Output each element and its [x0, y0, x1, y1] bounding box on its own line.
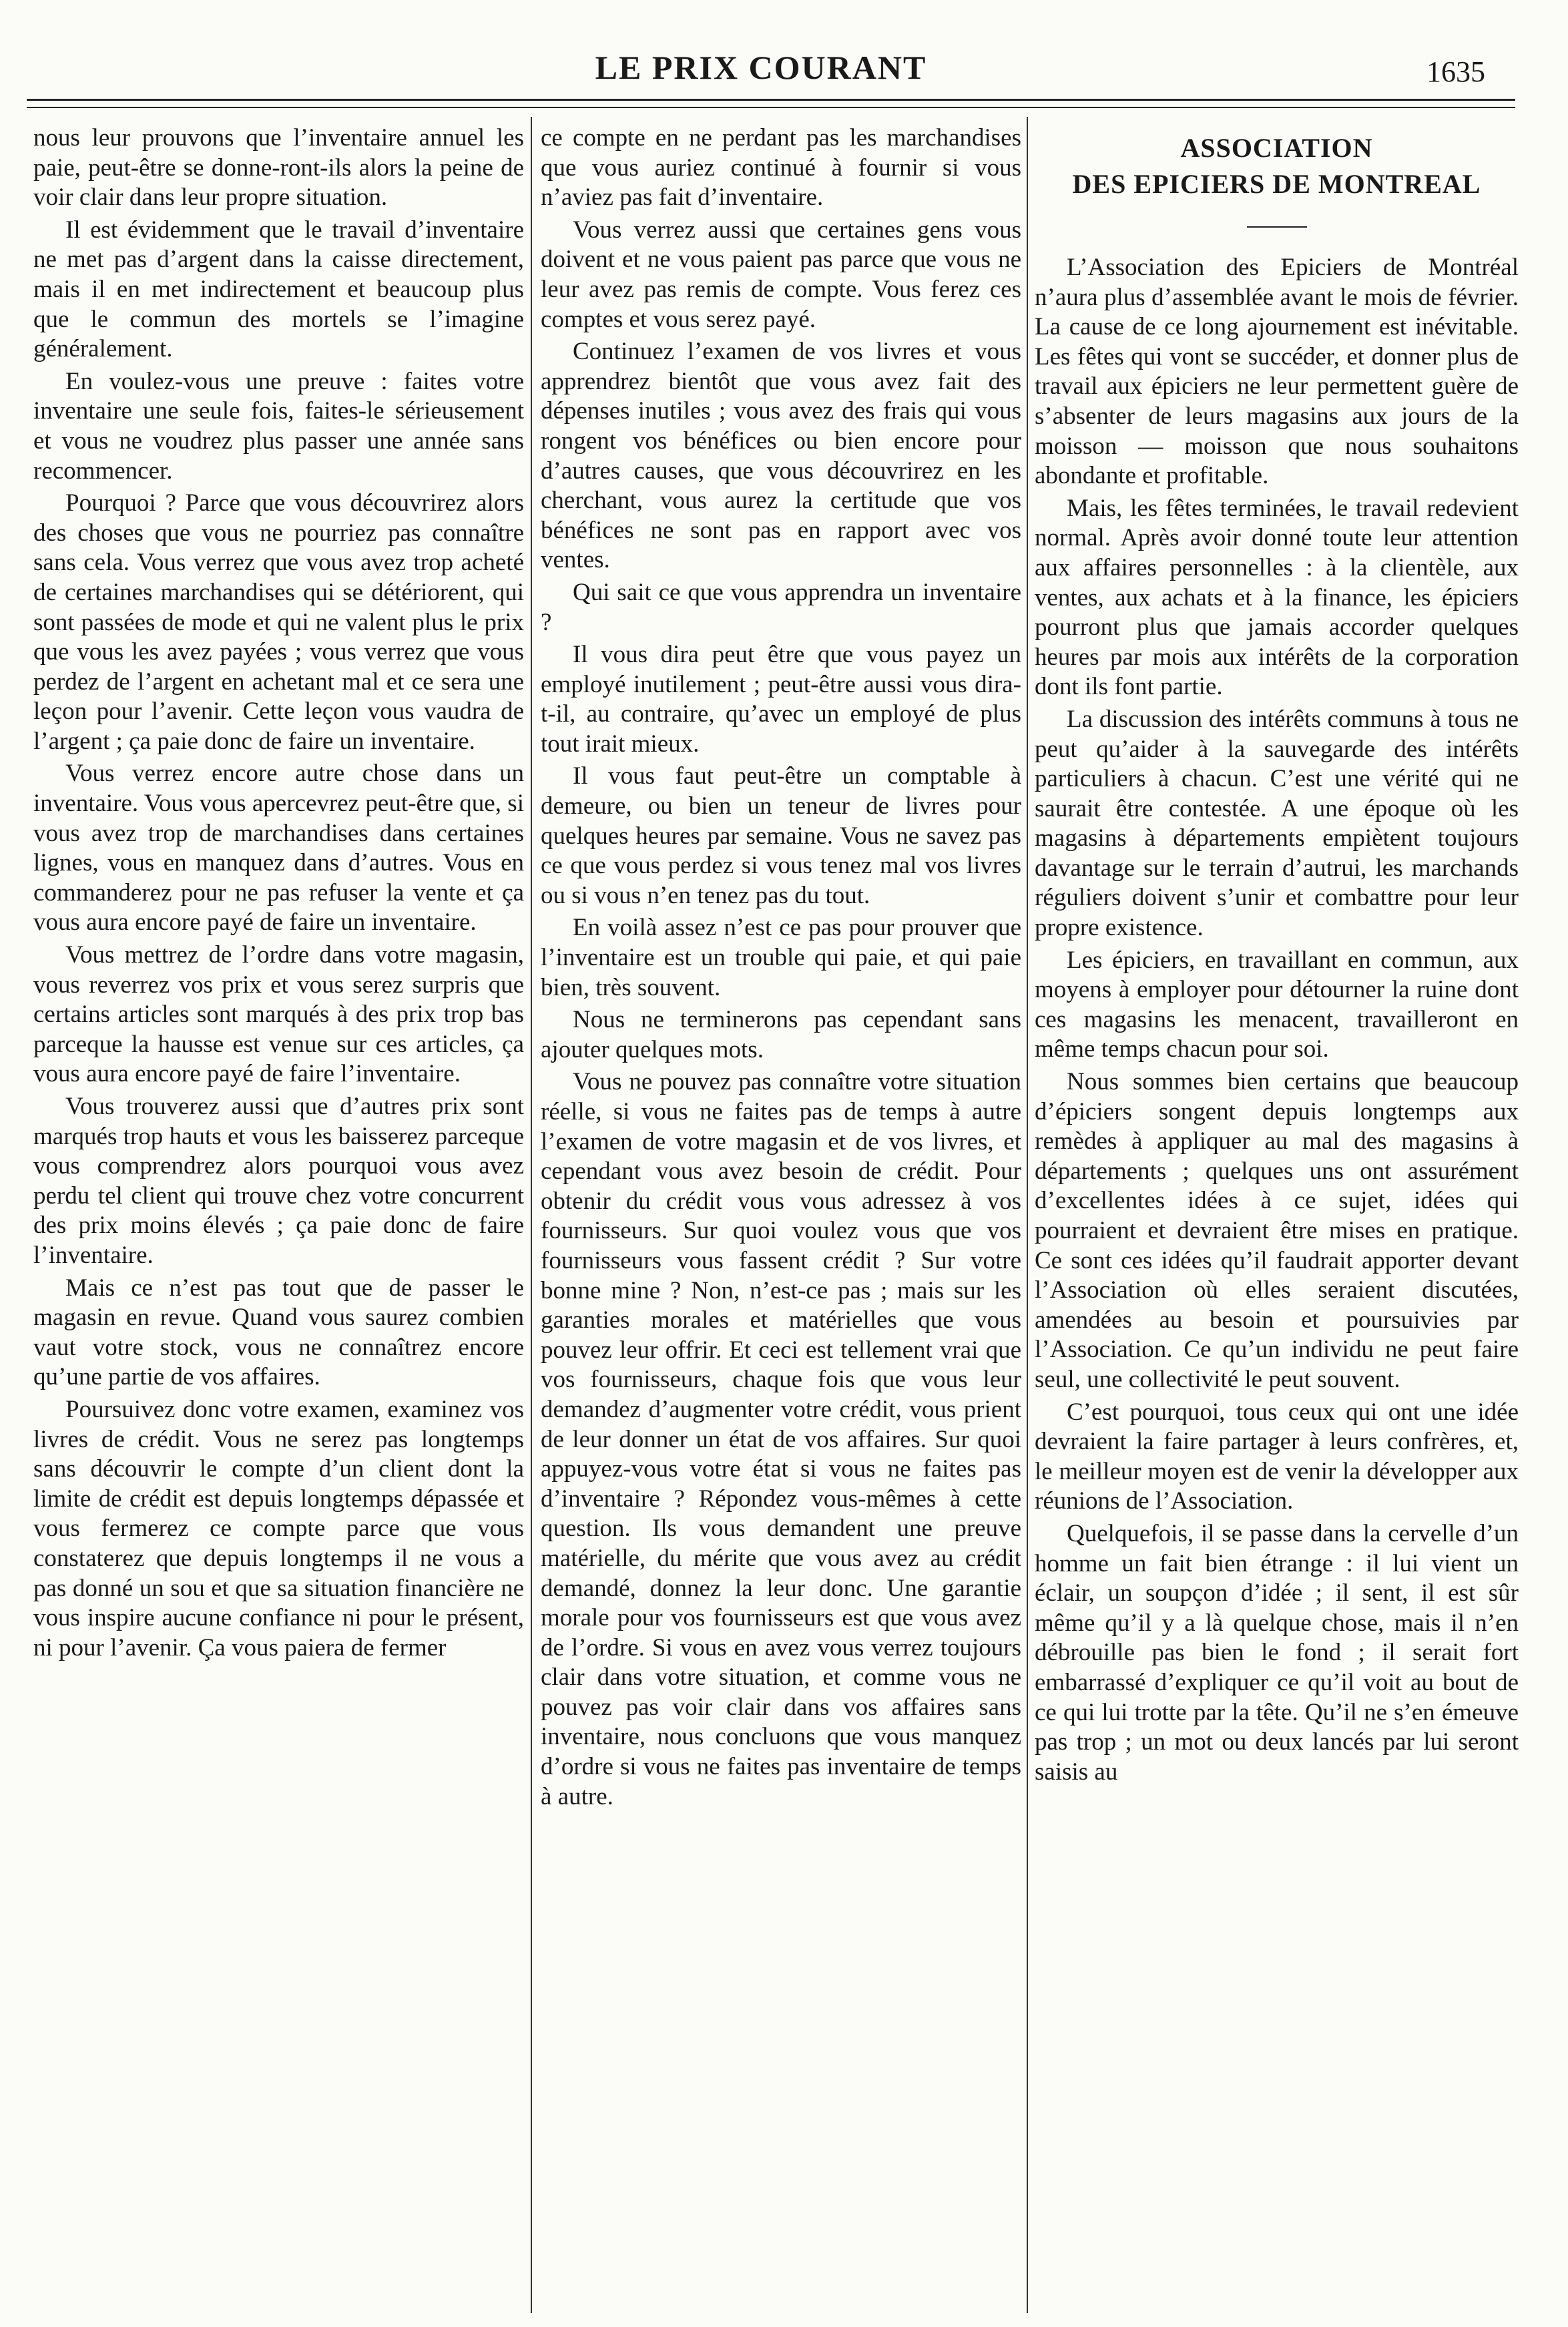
paragraph: Continuez l’examen de vos livres et vous apprendrez bientôt que vous avez fait des dépenses inutiles ; vous avez des frais qui vous rongent vos bénéfices ou bien encore pour d’autres causes, que vous découvrirez en les cherchant, vous aurez la certitude que vos bénéfices ne sont pas en rapport avec vos ventes. — [541, 338, 1021, 574]
paragraph: Vous verrez encore autre chose dans un inventaire. Vous vous apercevrez peut-être que, si vous avez trop de marchandises dans certaines lignes, vous en manquez dans d’autres. Vous en commanderez pour ne pas refuser la vente et ça vous aura encore payé de faire un inventaire. — [33, 760, 524, 937]
column-divider — [1027, 117, 1028, 2313]
paragraph: Les épiciers, en travaillant en commun, aux moyens à employer pour détourner la ruine dont ces magasins les menacent, travailleront en même temps chacun pour soi. — [1035, 946, 1519, 1063]
paragraph: La discussion des intérêts communs à tous ne peut qu’aider à la sauvegarde des intérêts particuliers à chacun. C’est une vérité qui ne saurait être contestée. A une époque où les magasins à départements empiètent toujours davantage sur le terrain d’autrui, les marchands réguliers doivent s’unir et combattre pour leur propre existence. — [1035, 705, 1519, 942]
paragraph: En voilà assez n’est ce pas pour prouver que l’inventaire est un trouble qui paie, et qui paie bien, très souvent. — [541, 914, 1021, 1001]
column-divider — [531, 117, 532, 2313]
page-header — [27, 40, 1495, 93]
column-1 — [33, 123, 524, 2313]
paragraph: Poursuivez donc votre examen, examinez vos livres de crédit. Vous ne serez pas longtemps sans découvrir le compte d’un client dont la limite de crédit est depuis longtemps dépassée et vous fermerez ce compte parce que vous constaterez que depuis longtemps il ne vous a pas donné un sou et que sa situation financière ne vous inspire aucune confiance ni pour le présent, ni pour l’avenir. Ça vous paiera de fermer — [33, 1395, 524, 1661]
paragraph: Mais, les fêtes terminées, le travail redevient normal. Après avoir donné toute leur attention aux affaires personnelles : à la clientèle, aux ventes, aux achats et à la finance, les épiciers pourront plus que jamais accorder quelques heures par mois aux intérêts de la corporation dont ils font partie. — [1035, 494, 1519, 701]
header-rule-secondary — [27, 107, 1515, 108]
paragraph: Vous mettrez de l’ordre dans votre magasin, vous reverrez vos prix et vous serez surpris que certains articles sont marqués à des prix trop bas parceque la hausse est venue sur ces articles, ça vous aura encore payé de faire l’inventaire. — [33, 941, 524, 1088]
paragraph: Il vous dira peut être que vous payez un employé inutilement ; peut-être aussi vous dira-t-il, au contraire, qu’avec un employé de plus tout irait mieux. — [541, 641, 1021, 758]
page-number: 1635 — [1426, 55, 1485, 88]
paragraph: Pourquoi ? Parce que vous découvrirez alors des choses que vous ne pourriez pas connaître sans cela. Vous verrez que vous avez trop acheté de certaines marchandises qui se détériorent, qui sont passées de mode et qui ne valent plus le prix que vous les avez payées ; vous verrez que vous perdez de l’argent en achetant mal et ce sera une leçon pour l’avenir. Cette leçon vous vaudra de l’argent ; ça paie donc de faire un inventaire. — [33, 489, 524, 755]
paragraph: Vous verrez aussi que certaines gens vous doivent et ne vous paient pas parce que vous ne leur avez pas remis de compte. Vous ferez ces comptes et vous serez payé. — [541, 216, 1021, 333]
paragraph: Nous ne terminerons pas cependant sans ajouter quelques mots. — [541, 1006, 1021, 1063]
paragraph: L’Association des Epiciers de Montréal n’aura plus d’assemblée avant le mois de février. La cause de ce long ajournement est inévitable. Les fêtes qui vont se succéder, et donner plus de travail aux épiciers ne leur permettent guère de s’absenter de leurs magasins aux jours de la moisson — moisson que nous souhaitons abondante et profitable. — [1035, 254, 1519, 490]
column-2 — [541, 123, 1021, 2313]
section-title-line: ASSOCIATION — [1180, 133, 1373, 163]
paragraph: C’est pourquoi, tous ceux qui ont une idée devraient la faire partager à leurs confrères, et, le meilleur moyen est de venir la développer aux réunions de l’Association. — [1035, 1398, 1519, 1515]
column-3 — [1035, 123, 1519, 2313]
paragraph: Quelquefois, il se passe dans la cervelle d’un homme un fait bien étrange : il lui vient un éclair, un soupçon d’idée ; il sent, il est sûr même qu’il y a là quelque chose, mais il n’en débrouille pas bien le fond ; il serait fort embarrassé d’expliquer ce qu’il voit au bout de ce qui lui trotte par la tête. Qu’il ne s’en émeuve pas trop ; un mot ou deux lancés par lui seront saisis au — [1035, 1519, 1519, 1786]
section-rule — [1247, 226, 1307, 228]
paragraph: ce compte en ne perdant pas les marchandises que vous auriez continué à fournir si vous n’aviez pas fait d’inventaire. — [541, 124, 1021, 212]
paragraph: Nous sommes bien certains que beaucoup d’épiciers songent depuis longtemps aux remèdes à appliquer au mal des magasins à départements ; quelques uns ont assurément d’excellentes idées à ce sujet, idées qui pourraient et devraient être mises en pratique. Ce sont ces idées qu’il faudrait apporter devant l’Association où elles seraient discutées, amendées au besoin et poursuivies par l’Association. Ce qu’un individu ne peut faire seul, une collectivité le peut souvent. — [1035, 1068, 1519, 1393]
paragraph: Il vous faut peut-être un comptable à demeure, ou bien un teneur de livres pour quelques heures par semaine. Vous ne savez pas ce que vous perdez si vous tenez mal vos livres ou si vous n’en tenez pas du tout. — [541, 762, 1021, 909]
journal-title: LE PRIX COURANT — [595, 49, 927, 86]
paragraph: Vous trouverez aussi que d’autres prix sont marqués trop hauts et vous les baisserez parceque vous comprendrez alors pourquoi vous avez perdu tel client qui trouve chez votre concurrent des prix moins élevés ; ça paie donc de faire l’inventaire. — [33, 1093, 524, 1269]
header-rule — [27, 99, 1515, 101]
paragraph: nous leur prouvons que l’inventaire annuel les paie, peut-être se donne-ront-ils alors la peine de voir clair dans leur propre situation. — [33, 124, 524, 212]
section-title-line: DES EPICIERS DE MONTREAL — [1072, 169, 1481, 199]
paragraph: Mais ce n’est pas tout que de passer le magasin en revue. Quand vous saurez combien vaut votre stock, vous ne connaîtrez encore qu’une partie de vos affaires. — [33, 1274, 524, 1391]
paragraph: En voulez-vous une preuve : faites votre inventaire une seule fois, faites-le sérieusement et vous ne voudrez plus passer une année sans recommencer. — [33, 367, 524, 485]
paragraph: Il est évidemment que le travail d’inventaire ne met pas d’argent dans la caisse directement, mais il en met indirectement et beaucoup plus que le commun des mortels se l’imagine généralement. — [33, 216, 524, 363]
paragraph: Qui sait ce que vous apprendra un inventaire ? — [541, 578, 1021, 636]
paragraph: Vous ne pouvez pas connaître votre situation réelle, si vous ne faites pas de temps à autre l’examen de votre magasin et de vos livres, et cependant vous avez besoin de crédit. Pour obtenir du crédit vous vous adressez à vos fournisseurs. Sur quoi voulez vous que vos fournisseurs vous fassent crédit ? Sur votre bonne mine ? Non, n’est-ce pas ; mais sur les garanties morales et matérielles que vous pouvez leur offrir. Et ceci est tellement vrai que vos fournisseurs, chaque fois que vous leur demandez d’augmenter votre crédit, vous prient de leur donner un état de vos affaires. Sur quoi appuyez-vous votre état si vous ne faites pas d’inventaire ? Répondez vous-mêmes à cette question. Ils vous demandent une preuve matérielle, du mérite que vous avez au crédit demandé, donnez la leur donc. Une garantie morale pour vos fournisseurs est que vous avez de l’ordre. Si vous en avez vous verrez toujours clair dans votre situation, et comme vous ne pouvez pas voir clair dans vos affaires sans inventaire, nous concluons que vous manquez d’ordre si vous ne faites pas inventaire de temps à autre. — [541, 1068, 1021, 1810]
section-title — [1035, 130, 1519, 202]
